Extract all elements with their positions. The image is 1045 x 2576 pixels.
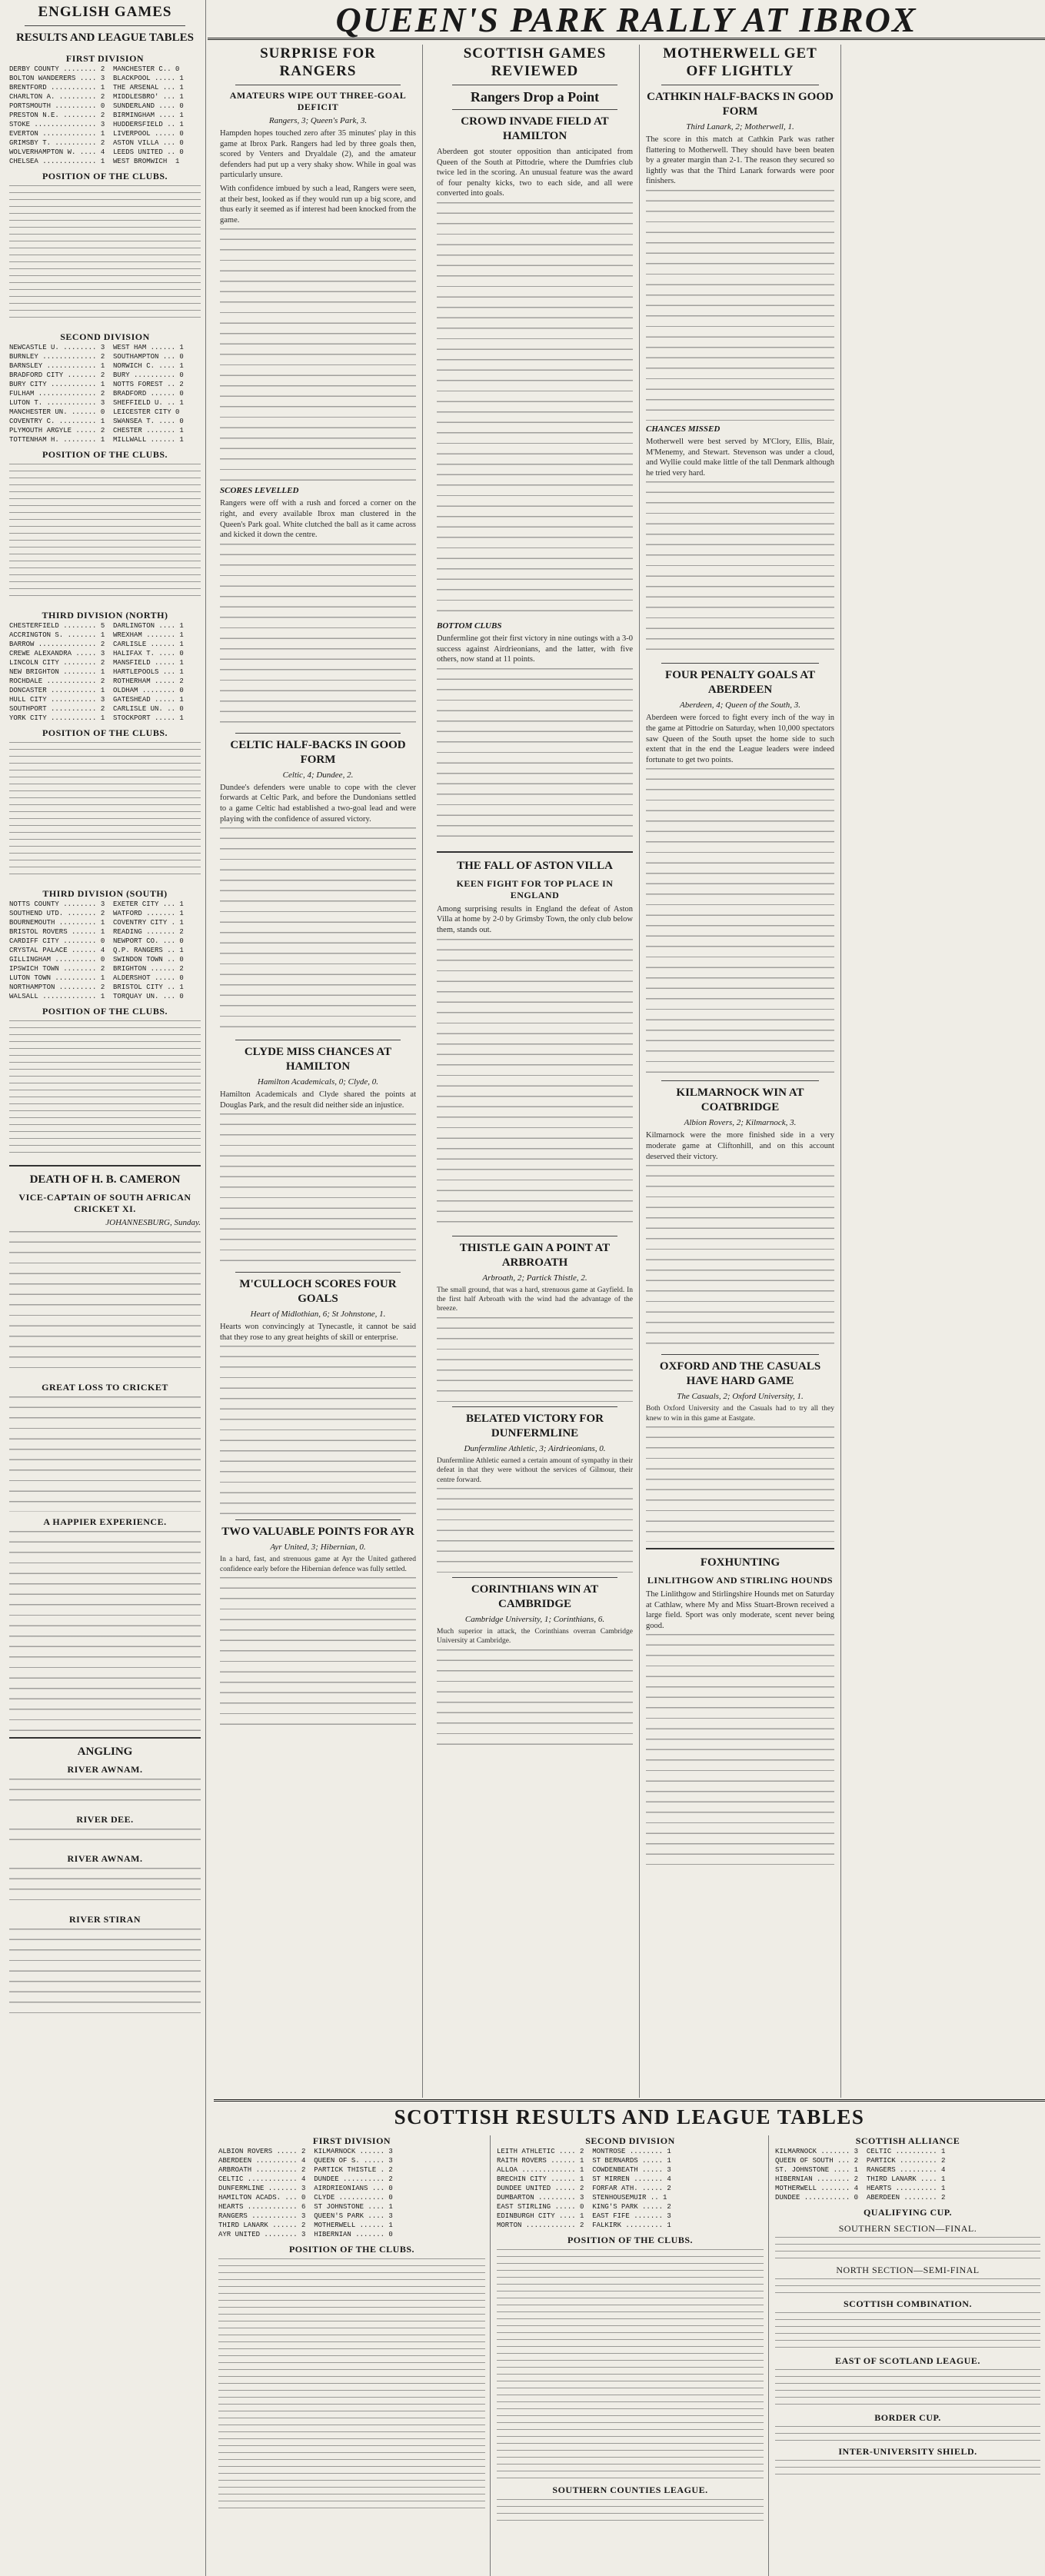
cameron-subheadline: VICE-CAPTAIN OF SOUTH AFRICAN CRICKET XI. <box>18 1192 191 1214</box>
kilmarnock-headline: KILMARNOCK WIN AT COATBRIDGE <box>676 1087 804 1114</box>
aston-villa-text: Among surprising results in England the defeat of Aston Villa at home by 2-0 by Grimsby Town, the only club below them, stands out. <box>437 904 633 934</box>
result-row: STOKE ............... 3 HUDDERSFIELD .. 1 <box>9 121 184 128</box>
motherwell-column <box>640 45 841 2098</box>
result-row: ABERDEEN .......... 4 QUEEN OF S. ..... 3 <box>218 2157 393 2165</box>
english-games-column <box>5 0 206 2576</box>
result-row: LUTON TOWN .......... 1 ALDERSHOT ..... 0 <box>9 974 184 982</box>
surprise-headline: SURPRISE FOR RANGERS <box>260 45 376 79</box>
result-row: PORTSMOUTH .......... 0 SUNDERLAND .... 0 <box>9 102 184 110</box>
result-row: ROCHDALE ............ 2 ROTHERHAM ..... 2 <box>9 677 184 685</box>
result-row: ACCRINGTON S. ....... 1 WREXHAM ....... 1 <box>9 631 184 639</box>
combination-heading: SCOTTISH COMBINATION. <box>844 2298 972 2309</box>
first-division-results <box>9 65 201 166</box>
result-row: DUMBARTON ......... 3 STENHOUSEMUIR .. 1 <box>497 2194 667 2202</box>
result-row: HEARTS ............ 6 ST JOHNSTONE .... 1 <box>218 2203 393 2211</box>
result-row: NEW BRIGHTON ........ 1 HARTLEPOOLS ... 1 <box>9 668 184 676</box>
mcculloch-text-continued <box>220 1346 416 1515</box>
result-row: FULHAM .............. 2 BRADFORD ...... 0 <box>9 390 184 398</box>
rangers-column <box>214 45 423 2098</box>
result-row: RANGERS ........... 3 QUEEN'S PARK .... 3 <box>218 2212 393 2220</box>
cameron-headline: DEATH OF H. B. CAMERON <box>29 1173 181 1186</box>
penalty-goals-score: Aberdeen, 4; Queen of the South, 3. <box>680 701 800 711</box>
result-row: HIBERNIAN ........ 2 THIRD LANARK .... 1 <box>775 2175 946 2183</box>
result-row: DUNDEE UNITED ..... 2 FORFAR ATH. ..... 2 <box>497 2185 671 2192</box>
rangers-text-3: Rangers were off with a rush and forced a corner on the right, and every available Ibrox man clustered in the Queen's Park goal. White clutched the ball as it came across and kicked it down the centre. <box>220 499 416 540</box>
clyde-score: Hamilton Academicals, 0; Clyde, 0. <box>257 1077 379 1087</box>
scottish-alliance <box>770 2135 1045 2576</box>
result-row: EAST STIRLING ..... 0 KING'S PARK ..... 2 <box>497 2203 671 2211</box>
clyde-text-continued <box>220 1113 416 1267</box>
english-games-title: ENGLISH GAMES <box>38 4 172 20</box>
north-semi-results <box>775 2278 1040 2294</box>
foxhunting-text: The Linlithgow and Stirlingshire Hounds met on Saturday at Cathlaw, where My and Miss Stuart-Brown received a large field. Sport was only moderate, scent never being good. <box>646 1589 834 1630</box>
result-row: BURNLEY ............. 2 SOUTHAMPTON ... 0 <box>9 353 184 361</box>
result-row: DUNFERMLINE ....... 3 AIRDRIEONIANS ... 0 <box>218 2185 393 2192</box>
divider <box>235 1519 401 1520</box>
kilmarnock-text: Kilmarnock were the more finished side in a very moderate game at Cliftonhill, and on this account deserved their victory. <box>646 1131 834 1161</box>
rangers-text-more <box>220 544 416 728</box>
oxford-continued <box>646 1426 834 1542</box>
angling-text-2 <box>9 1829 201 1849</box>
scottish-results-title: SCOTTISH RESULTS AND LEAGUE TABLES <box>394 2105 865 2128</box>
clyde-headline: CLYDE MISS CHANCES AT HAMILTON <box>244 1046 392 1073</box>
divider <box>9 1737 201 1739</box>
great-loss-headline: GREAT LOSS TO CRICKET <box>42 1382 168 1393</box>
scottish-first-division <box>214 2135 491 2576</box>
divider <box>25 25 185 26</box>
inter-university-heading: INTER-UNIVERSITY SHIELD. <box>838 2446 977 2457</box>
angling-river-4: RIVER STIRAN <box>68 1914 141 1925</box>
result-row: PRESTON N.E. ........ 2 BIRMINGHAM .... 1 <box>9 111 184 119</box>
east-league-heading: EAST OF SCOTLAND LEAGUE. <box>835 2355 980 2366</box>
thistle-text-continued <box>437 1317 633 1402</box>
kilmarnock-continued <box>646 1165 834 1350</box>
bottom-clubs-text-continued <box>437 668 633 845</box>
scottish-first-division-results <box>218 2147 485 2239</box>
third-north-position-heading: POSITION OF THE CLUBS. <box>42 727 168 738</box>
clyde-text: Hamilton Academicals and Clyde shared the points at Douglas Park, and the result did neither side an injustice. <box>220 1090 416 1110</box>
result-row: NOTTS COUNTY ........ 3 EXETER CITY ... 1 <box>9 900 184 908</box>
belated-text-continued <box>437 1488 633 1573</box>
second-division-position-heading: POSITION OF THE CLUBS. <box>42 449 168 460</box>
result-row: BOURNEMOUTH ......... 1 COVENTRY CITY . 1 <box>9 919 184 927</box>
result-row: EDINBURGH CITY .... 1 EAST FIFE ....... 3 <box>497 2212 671 2220</box>
scottish-second-position-heading: POSITION OF THE CLUBS. <box>567 2235 694 2245</box>
mcculloch-score: Heart of Midlothian, 6; St Johnstone, 1. <box>250 1310 386 1320</box>
first-division-heading: FIRST DIVISION <box>65 53 145 64</box>
motherwell-headline: MOTHERWELL GET OFF LIGHTLY <box>663 45 817 79</box>
result-row: LUTON T. ............ 3 SHEFFIELD U. .. 1 <box>9 399 184 407</box>
result-row: ARBROATH .......... 2 PARTICK THISTLE . 2 <box>218 2166 393 2174</box>
result-row: PLYMOUTH ARGYLE ..... 2 CHESTER ....... 1 <box>9 427 184 434</box>
result-row: HULL CITY ........... 3 GATESHEAD ..... 1 <box>9 696 184 704</box>
angling-headline: ANGLING <box>77 1746 133 1758</box>
corinthians-headline: CORINTHIANS WIN AT CAMBRIDGE <box>471 1583 599 1610</box>
scottish-second-table <box>497 2249 764 2480</box>
angling-river-2: RIVER DEE. <box>76 1814 134 1825</box>
result-row: MANCHESTER UN. ...... 0 LEICESTER CITY 0 <box>9 408 180 416</box>
qualifying-cup-heading: QUALIFYING CUP. <box>863 2207 953 2218</box>
rangers-text-1: Hampden hopes touched zero after 35 minutes' play in this game at Ibrox Park. Rangers had led by three goals then, scored by Venters and Dryaldale (2), and the amateur defenders had put up a very shaky show. While in goal was particularly unsure. <box>220 129 416 180</box>
result-row: MORTON ............ 2 FALKIRK ......... 1 <box>497 2222 671 2229</box>
scottish-alliance-results <box>775 2147 1040 2202</box>
crowd-invade-text: Aberdeen got stouter opposition than anticipated from Queen of the South at Pittodrie, where the Dumfries club twice led in the scoring. An unusual feature was the award of four penalty kicks, two to each side, and all were converted into goals. <box>437 148 633 198</box>
result-row: DONCASTER ........... 1 OLDHAM ........ 0 <box>9 687 184 694</box>
scottish-alliance-heading: SCOTTISH ALLIANCE <box>855 2135 960 2146</box>
result-row: BARROW .............. 2 CARLISLE ...... 1 <box>9 641 184 648</box>
angling-text-3 <box>9 1868 201 1909</box>
third-south-table <box>9 1020 201 1159</box>
ayr-headline: TWO VALUABLE POINTS FOR AYR <box>221 1526 414 1539</box>
angling-river-1: RIVER AWNAM. <box>67 1764 143 1775</box>
thistle-score: Arbroath, 2; Partick Thistle, 2. <box>482 1273 587 1283</box>
result-row: CHELSEA ............. 1 WEST BROMWICH 1 <box>9 158 180 165</box>
scottish-results-band <box>214 2099 1045 2576</box>
page-banner-headline: QUEEN'S PARK RALLY AT IBROX <box>208 0 1045 40</box>
belated-score: Dunfermline Athletic, 3; Airdrieonians, 0. <box>464 1443 606 1453</box>
chances-missed-text: Motherwell were best served by M'Clory, Ellis, Blair, M'Menemy, and Stewart. Stevenson was under a cloud, and Wyllie could make little of the tall Denmark although he tried very hard. <box>646 437 834 478</box>
great-loss-text <box>9 1396 201 1512</box>
result-row: LEITH ATHLETIC .... 2 MONTROSE ........ 1 <box>497 2148 671 2155</box>
result-row: BRISTOL ROVERS ...... 1 READING ....... 2 <box>9 928 184 936</box>
result-row: BRECHIN CITY ...... 1 ST MIRREN ....... 4 <box>497 2175 671 2183</box>
result-row: KILMARNOCK ....... 3 CELTIC .......... 1 <box>775 2148 946 2155</box>
oxford-text: Both Oxford University and the Casuals had to try all they knew to win in this game at Eastgate. <box>646 1405 834 1423</box>
aston-villa-text-continued <box>437 939 633 1231</box>
belated-text: Dunfermline Athletic earned a certain amount of sympathy in their defeat in that they were without the services of Gilmour, their centre forward. <box>437 1456 633 1484</box>
result-row: BRADFORD CITY ....... 2 BURY .......... 0 <box>9 371 184 379</box>
corinthians-text: Much superior in attack, the Corinthians overran Cambridge University at Cambridge. <box>437 1627 633 1646</box>
bottom-clubs-heading: BOTTOM CLUBS <box>437 621 502 631</box>
result-row: NEWCASTLE U. ........ 3 WEST HAM ...... 1 <box>9 344 184 351</box>
chances-missed-continued <box>646 481 834 658</box>
result-row: DUNDEE ........... 0 ABERDEEN ........ 2 <box>775 2194 946 2202</box>
thistle-headline: THISTLE GAIN A POINT AT ARBROATH <box>459 1241 611 1269</box>
foxhunting-headline: FOXHUNTING <box>700 1556 780 1569</box>
border-cup-results <box>775 2426 1040 2441</box>
result-row: BOLTON WANDERERS .... 3 BLACKPOOL ..... 1 <box>9 75 184 82</box>
rangers-score: Rangers, 3; Queen's Park, 3. <box>268 116 368 125</box>
southern-counties-heading: SOUTHERN COUNTIES LEAGUE. <box>552 2484 708 2495</box>
cathkin-text-continued <box>646 190 834 421</box>
result-row: CREWE ALEXANDRA ..... 3 HALIFAX T. .... 0 <box>9 650 184 657</box>
divider <box>452 1577 617 1578</box>
north-semi-heading: NORTH SECTION—SEMI-FINAL <box>836 2265 980 2275</box>
scottish-first-division-heading: FIRST DIVISION <box>312 2135 391 2146</box>
result-row: COVENTRY C. ......... 1 SWANSEA T. .... 0 <box>9 418 184 425</box>
chances-missed-heading: CHANCES MISSED <box>646 424 721 434</box>
third-north-results <box>9 621 201 723</box>
angling-text-4 <box>9 1929 201 2021</box>
angling-river-3: RIVER AWNAM. <box>67 1853 143 1864</box>
result-row: ALBION ROVERS ..... 2 KILMARNOCK ...... 3 <box>218 2148 393 2155</box>
divider <box>437 851 633 853</box>
first-division-table <box>9 185 201 324</box>
cathkin-headline: CATHKIN HALF-BACKS IN GOOD FORM <box>647 91 834 118</box>
happier-headline: A HAPPIER EXPERIENCE. <box>43 1516 167 1527</box>
east-league-results <box>775 2369 1040 2408</box>
third-south-position-heading: POSITION OF THE CLUBS. <box>42 1006 168 1017</box>
divider <box>646 1548 834 1549</box>
result-row: AYR UNITED ........ 3 HIBERNIAN ....... 0 <box>218 2231 393 2238</box>
foxhunting-continued <box>646 1634 834 1865</box>
second-division-heading: SECOND DIVISION <box>60 331 150 342</box>
scottish-second-division-results <box>497 2147 764 2230</box>
divider <box>9 1165 201 1167</box>
oxford-headline: OXFORD AND THE CASUALS HAVE HARD GAME <box>659 1360 821 1388</box>
rangers-drop-point-subheadline: Rangers Drop a Point <box>470 89 600 105</box>
ayr-score: Ayr United, 3; Hibernian, 0. <box>270 1543 366 1553</box>
southern-section-results <box>775 2237 1040 2260</box>
result-row: HAMILTON ACADS. ... 0 CLYDE ........... 0 <box>218 2194 393 2202</box>
result-row: RAITH ROVERS ...... 1 ST BERNARDS ..... 1 <box>497 2157 671 2165</box>
mcculloch-headline: M'CULLOCH SCORES FOUR GOALS <box>239 1278 397 1306</box>
result-row: WOLVERHAMPTON W. .... 4 LEEDS UNITED .. 0 <box>9 148 184 156</box>
first-division-position-heading: POSITION OF THE CLUBS. <box>42 171 168 181</box>
cameron-dateline: JOHANNESBURG, Sunday. <box>105 1218 201 1227</box>
result-row: NORTHAMPTON ......... 2 BRISTOL CITY .. 1 <box>9 983 184 991</box>
result-row: CHARLTON A. ......... 2 MIDDLESBRO' ... 1 <box>9 93 184 101</box>
third-south-heading: THIRD DIVISION (SOUTH) <box>42 888 168 899</box>
result-row: SOUTHPORT ........... 2 CARLISLE UN. .. 0 <box>9 705 184 713</box>
third-north-heading: THIRD DIVISION (NORTH) <box>42 610 168 621</box>
border-cup-heading: BORDER CUP. <box>874 2412 941 2423</box>
foxhunting-subheadline: LINLITHGOW AND STIRLING HOUNDS <box>647 1574 834 1586</box>
divider <box>661 1080 819 1081</box>
belated-headline: BELATED VICTORY FOR DUNFERMLINE <box>466 1412 604 1439</box>
cameron-article-text <box>9 1231 201 1377</box>
corinthians-text-continued <box>437 1649 633 1749</box>
aston-villa-headline: THE FALL OF ASTON VILLA <box>457 859 613 872</box>
scottish-first-position-heading: POSITION OF THE CLUBS. <box>288 2244 415 2255</box>
angling-text-1 <box>9 1779 201 1809</box>
celtic-text-continued <box>220 827 416 1035</box>
result-row: BARNSLEY ............ 1 NORWICH C. .... 1 <box>9 362 184 370</box>
divider <box>235 1272 401 1273</box>
rangers-text-2: With confidence imbued by such a lead, Rangers were seen, at their best, looked as if they would run up a big score, and thus early it seemed as if interest had been knocked from the game. <box>220 184 416 225</box>
result-row: DERBY COUNTY ........ 2 MANCHESTER C.. 0 <box>9 65 180 73</box>
result-row: CELTIC ............ 4 DUNDEE .......... 2 <box>218 2175 393 2183</box>
celtic-text: Dundee's defenders were unable to cope with the clever forwards at Celtic Park, and before the Dundonians settled to a game Celtic had established a two-goal lead and were playing with the confidence of assured victory. <box>220 783 416 824</box>
scottish-review-column <box>431 45 640 2098</box>
divider <box>661 1354 819 1355</box>
celtic-score: Celtic, 4; Dundee, 2. <box>282 770 354 780</box>
third-south-results <box>9 900 201 1001</box>
result-row: ALLOA ............. 1 COWDENBEATH ..... 3 <box>497 2166 671 2174</box>
result-row: QUEEN OF SOUTH ... 2 PARTICK ......... 2 <box>775 2157 946 2165</box>
result-row: LINCOLN CITY ........ 2 MANSFIELD ..... 1 <box>9 659 184 667</box>
scottish-review-headline: SCOTTISH GAMES REVIEWED <box>463 45 607 79</box>
bottom-clubs-text: Dunfermline got their first victory in nine outings with a 3-0 success against Airdrieonians, and the latter, with five others, now stand at 11 points. <box>437 634 633 664</box>
result-row: SOUTHEND UTD. ....... 2 WATFORD ....... 1 <box>9 910 184 917</box>
penalty-goals-continued <box>646 768 834 1076</box>
southern-counties-table <box>497 2499 764 2522</box>
divider <box>452 109 617 110</box>
happier-text <box>9 1531 201 1731</box>
corinthians-score: Cambridge University, 1; Corinthians, 6. <box>464 1614 605 1624</box>
result-row: IPSWICH TOWN ........ 2 BRIGHTON ...... 2 <box>9 965 184 973</box>
ayr-text: In a hard, fast, and strenuous game at Ayr the United gathered confidence early before the Hibernian defence was fully settled. <box>220 1556 416 1573</box>
result-row: ST. JOHNSTONE .... 1 RANGERS ......... 4 <box>775 2166 946 2174</box>
amateurs-subheadline: AMATEURS WIPE OUT THREE-GOAL DEFICIT <box>229 90 407 112</box>
oxford-score: The Casuals, 2; Oxford University, 1. <box>677 1392 804 1402</box>
result-row: MOTHERWELL ....... 4 HEARTS .......... 1 <box>775 2185 946 2192</box>
second-division-results <box>9 343 201 444</box>
result-row: THIRD LANARK ...... 2 MOTHERWELL ...... 1 <box>218 2222 393 2229</box>
result-row: WALSALL ............. 1 TORQUAY UN. ... 0 <box>9 993 184 1000</box>
mcculloch-text: Hearts won convincingly at Tynecastle, it cannot be said that they rose to any great heights of skill or enterprise. <box>220 1323 416 1342</box>
scottish-second-division <box>492 2135 769 2576</box>
results-tables-title: RESULTS AND LEAGUE TABLES <box>15 32 195 44</box>
celtic-headline: CELTIC HALF-BACKS IN GOOD FORM <box>230 738 406 766</box>
aston-villa-subheadline: KEEN FIGHT FOR TOP PLACE IN ENGLAND <box>456 877 614 900</box>
kilmarnock-score: Albion Rovers, 2; Kilmarnock, 3. <box>684 1118 797 1128</box>
result-row: EVERTON ............. 1 LIVERPOOL ..... 0 <box>9 130 184 138</box>
inter-university-results <box>775 2460 1040 2475</box>
divider <box>235 733 401 734</box>
result-row: BRENTFORD ........... 1 THE ARSENAL ... 1 <box>9 84 184 92</box>
cathkin-text: The score in this match at Cathkin Park was rather flattering to Motherwell. They should have been beaten by a greater margin than 2-1. The reason they secured so lightly was that the Third Lanark forwards were poor finishers. <box>646 135 834 186</box>
scottish-first-table <box>218 2258 485 2512</box>
combination-results <box>775 2312 1040 2351</box>
divider <box>661 663 819 664</box>
result-row: CARDIFF CITY ........ 0 NEWPORT CO. ... 0 <box>9 937 184 945</box>
result-row: GILLINGHAM .......... 0 SWINDON TOWN .. 0 <box>9 956 184 964</box>
cathkin-score: Third Lanark, 2; Motherwell, 1. <box>686 122 794 131</box>
southern-section-heading: SOUTHERN SECTION—FINAL. <box>838 2223 977 2234</box>
crowd-invade-text-continued <box>437 202 633 617</box>
result-row: GRIMSBY T. .......... 2 ASTON VILLA ... 0 <box>9 139 184 147</box>
third-north-table <box>9 742 201 880</box>
scottish-second-division-heading: SECOND DIVISION <box>585 2135 675 2146</box>
penalty-goals-text: Aberdeen were forced to fight every inch of the way in the game at Pittodrie on Saturday, when 10,000 spectators saw Queen of the South upset the home side to such extent that in the end the League leaders were indeed fortunate to get two points. <box>646 714 834 764</box>
divider <box>452 1406 617 1407</box>
penalty-goals-headline: FOUR PENALTY GOALS AT ABERDEEN <box>665 669 815 697</box>
second-division-table <box>9 464 201 602</box>
thistle-text: The small ground, that was a hard, strenuous game at Gayfield. In the first half Arbroath with the wind had the advantage of the breeze. <box>437 1286 633 1313</box>
result-row: CRYSTAL PALACE ...... 4 Q.P. RANGERS .. 1 <box>9 947 184 954</box>
crowd-invade-headline: CROWD INVADE FIELD AT HAMILTON <box>461 115 609 142</box>
result-row: TOTTENHAM H. ........ 1 MILLWALL ...... 1 <box>9 436 184 444</box>
result-row: BURY CITY ........... 1 NOTTS FOREST .. 2 <box>9 381 184 388</box>
scores-levelled-heading: SCORES LEVELLED <box>220 486 299 496</box>
result-row: CHESTERFIELD ........ 5 DARLINGTON .... 1 <box>9 622 184 630</box>
result-row: YORK CITY ........... 1 STOCKPORT ..... 1 <box>9 714 184 722</box>
rangers-text-continued <box>220 228 416 482</box>
ayr-text-continued <box>220 1577 416 1731</box>
